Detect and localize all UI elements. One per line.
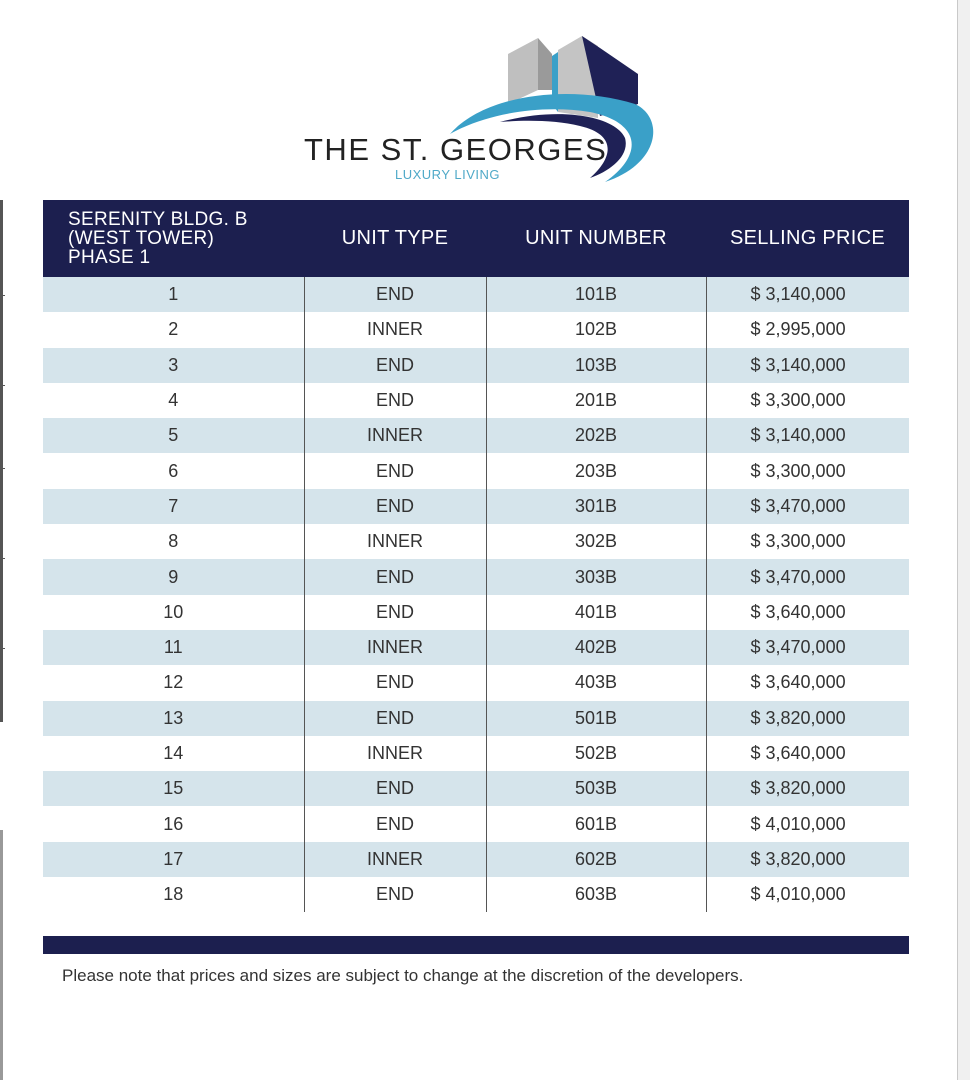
- building-line-2: (WEST TOWER): [68, 228, 215, 249]
- unit-type-cell: END: [304, 559, 486, 594]
- left-border-mark: [0, 200, 3, 722]
- selling-price-cell: $ 3,300,000: [706, 453, 909, 488]
- unit-type-cell: INNER: [304, 842, 486, 877]
- unit-number-cell: 401B: [486, 595, 706, 630]
- selling-price-cell: $ 3,640,000: [706, 595, 909, 630]
- table-row: [43, 312, 909, 347]
- row-number-cell: 5: [43, 418, 304, 453]
- unit-type-cell: END: [304, 595, 486, 630]
- column-header-unit-number: UNIT NUMBER: [486, 200, 706, 277]
- table-row: [43, 489, 909, 524]
- unit-number-cell: 603B: [486, 877, 706, 912]
- row-number-cell: 8: [43, 524, 304, 559]
- row-number-cell: 10: [43, 595, 304, 630]
- unit-number-cell: 103B: [486, 348, 706, 383]
- unit-type-cell: END: [304, 348, 486, 383]
- selling-price-cell: $ 3,640,000: [706, 736, 909, 771]
- price-table: [43, 200, 909, 912]
- brand-logo: [300, 20, 670, 190]
- left-tick: [0, 385, 5, 386]
- brand-tagline: LUXURY LIVING: [395, 167, 501, 182]
- row-number-cell: 13: [43, 701, 304, 736]
- left-tick: [0, 558, 5, 559]
- unit-type-cell: END: [304, 771, 486, 806]
- column-header-building: [43, 200, 304, 277]
- selling-price-cell: $ 4,010,000: [706, 877, 909, 912]
- table-row: [43, 842, 909, 877]
- selling-price-cell: $ 3,470,000: [706, 559, 909, 594]
- left-tick: [0, 295, 5, 296]
- row-number-cell: 1: [43, 277, 304, 312]
- selling-price-cell: $ 3,300,000: [706, 383, 909, 418]
- row-number-cell: 2: [43, 312, 304, 347]
- disclaimer-note: Please note that prices and sizes are subject to change at the discretion of the developers.: [62, 966, 744, 985]
- building-line-1: SERENITY BLDG. B: [68, 209, 248, 230]
- unit-type-cell: INNER: [304, 312, 486, 347]
- unit-number-cell: 101B: [486, 277, 706, 312]
- building-line-3: PHASE 1: [68, 247, 151, 268]
- left-tick: [0, 468, 5, 469]
- unit-type-cell: INNER: [304, 418, 486, 453]
- row-number-cell: 15: [43, 771, 304, 806]
- selling-price-cell: $ 3,820,000: [706, 771, 909, 806]
- selling-price-cell: $ 2,995,000: [706, 312, 909, 347]
- table-row: [43, 701, 909, 736]
- page-edge: [957, 0, 970, 1080]
- selling-price-cell: $ 3,300,000: [706, 524, 909, 559]
- unit-number-cell: 403B: [486, 665, 706, 700]
- unit-type-cell: INNER: [304, 736, 486, 771]
- table-row: [43, 453, 909, 488]
- unit-type-cell: INNER: [304, 630, 486, 665]
- selling-price-cell: $ 3,140,000: [706, 348, 909, 383]
- unit-number-cell: 502B: [486, 736, 706, 771]
- selling-price-cell: $ 3,140,000: [706, 277, 909, 312]
- table-row: [43, 630, 909, 665]
- left-border-mark: [0, 830, 3, 1080]
- selling-price-cell: $ 3,140,000: [706, 418, 909, 453]
- table-row: [43, 595, 909, 630]
- unit-type-cell: INNER: [304, 524, 486, 559]
- table-row: [43, 736, 909, 771]
- selling-price-cell: $ 3,820,000: [706, 701, 909, 736]
- row-number-cell: 6: [43, 453, 304, 488]
- unit-number-cell: 303B: [486, 559, 706, 594]
- table-row: [43, 665, 909, 700]
- brand-name: THE ST. GEORGES: [304, 132, 608, 167]
- table-row: [43, 806, 909, 841]
- unit-number-cell: 601B: [486, 806, 706, 841]
- column-header-selling-price: SELLING PRICE: [706, 200, 909, 277]
- row-number-cell: 11: [43, 630, 304, 665]
- table-row: [43, 524, 909, 559]
- unit-number-cell: 302B: [486, 524, 706, 559]
- table-row: [43, 771, 909, 806]
- unit-number-cell: 503B: [486, 771, 706, 806]
- selling-price-cell: $ 3,470,000: [706, 489, 909, 524]
- table-footer-bar: [43, 936, 909, 954]
- table-row: [43, 877, 909, 912]
- selling-price-cell: $ 3,820,000: [706, 842, 909, 877]
- unit-type-cell: END: [304, 383, 486, 418]
- row-number-cell: 12: [43, 665, 304, 700]
- column-header-unit-type: UNIT TYPE: [304, 200, 486, 277]
- unit-type-cell: END: [304, 665, 486, 700]
- row-number-cell: 7: [43, 489, 304, 524]
- selling-price-cell: $ 3,640,000: [706, 665, 909, 700]
- unit-number-cell: 602B: [486, 842, 706, 877]
- row-number-cell: 3: [43, 348, 304, 383]
- unit-type-cell: END: [304, 453, 486, 488]
- left-tick: [0, 648, 5, 649]
- unit-number-cell: 203B: [486, 453, 706, 488]
- row-number-cell: 18: [43, 877, 304, 912]
- unit-type-cell: END: [304, 806, 486, 841]
- table-header-row: [43, 200, 909, 277]
- unit-number-cell: 102B: [486, 312, 706, 347]
- selling-price-cell: $ 3,470,000: [706, 630, 909, 665]
- table-row: [43, 418, 909, 453]
- table-row: [43, 348, 909, 383]
- table-row: [43, 383, 909, 418]
- row-number-cell: 16: [43, 806, 304, 841]
- unit-number-cell: 402B: [486, 630, 706, 665]
- unit-type-cell: END: [304, 701, 486, 736]
- unit-type-cell: END: [304, 277, 486, 312]
- row-number-cell: 4: [43, 383, 304, 418]
- unit-type-cell: END: [304, 877, 486, 912]
- unit-number-cell: 202B: [486, 418, 706, 453]
- table-row: [43, 277, 909, 312]
- unit-number-cell: 201B: [486, 383, 706, 418]
- table-row: [43, 559, 909, 594]
- row-number-cell: 17: [43, 842, 304, 877]
- row-number-cell: 9: [43, 559, 304, 594]
- unit-number-cell: 301B: [486, 489, 706, 524]
- unit-type-cell: END: [304, 489, 486, 524]
- unit-number-cell: 501B: [486, 701, 706, 736]
- row-number-cell: 14: [43, 736, 304, 771]
- selling-price-cell: $ 4,010,000: [706, 806, 909, 841]
